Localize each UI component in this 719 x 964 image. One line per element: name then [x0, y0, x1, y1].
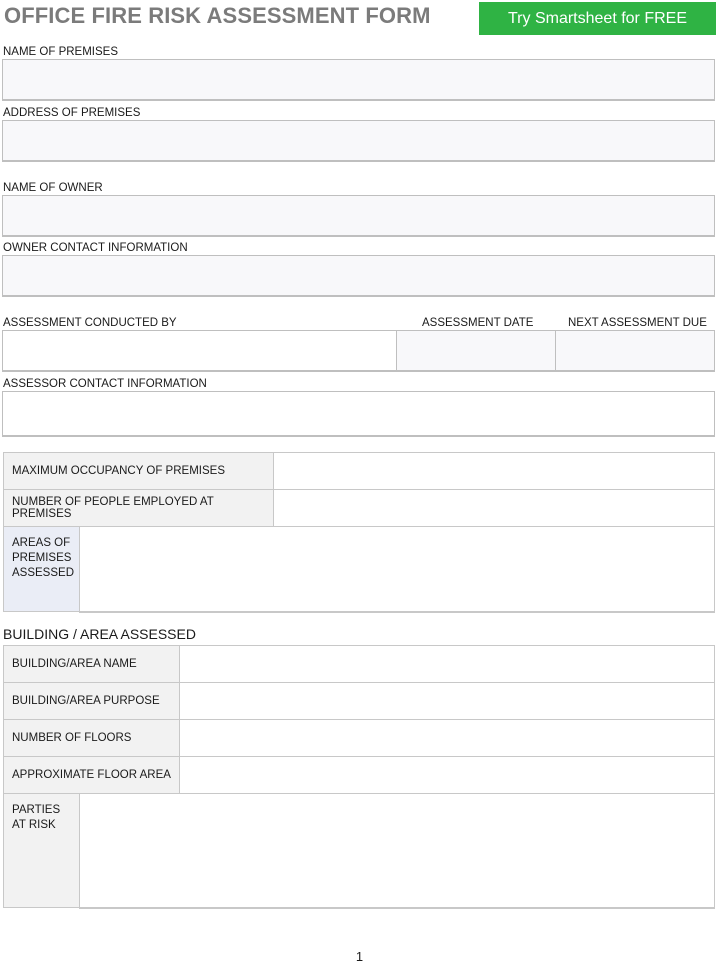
- assessment-date-input[interactable]: [396, 330, 556, 372]
- building-row-label: NUMBER OF FLOORS: [4, 720, 180, 757]
- occupancy-table: [3, 452, 715, 613]
- floor-area-input[interactable]: [180, 757, 715, 794]
- page-title: OFFICE FIRE RISK ASSESSMENT FORM: [4, 3, 431, 28]
- name-of-owner-input[interactable]: [2, 195, 715, 237]
- address-of-premises-label: ADDRESS OF PREMISES: [3, 107, 141, 119]
- building-row-label: BUILDING/AREA PURPOSE: [4, 683, 180, 720]
- name-of-owner-label: NAME OF OWNER: [3, 182, 103, 194]
- max-occupancy-label: MAXIMUM OCCUPANCY OF PREMISES: [4, 453, 274, 490]
- building-section-heading: BUILDING / AREA ASSESSED: [3, 626, 196, 642]
- name-of-premises-input[interactable]: [2, 59, 715, 101]
- try-smartsheet-button[interactable]: Try Smartsheet for FREE: [479, 2, 716, 35]
- people-employed-input[interactable]: [274, 490, 715, 527]
- building-name-input[interactable]: [180, 646, 715, 683]
- people-employed-label: NUMBER OF PEOPLE EMPLOYED AT PREMISES: [4, 490, 274, 527]
- areas-assessed-input[interactable]: [80, 527, 715, 612]
- next-assessment-due-input[interactable]: [555, 330, 715, 372]
- page-number: 1: [355, 949, 364, 964]
- owner-contact-label: OWNER CONTACT INFORMATION: [3, 242, 188, 254]
- building-row-label: BUILDING/AREA NAME: [4, 646, 180, 683]
- next-assessment-due-label: NEXT ASSESSMENT DUE: [568, 317, 707, 329]
- building-purpose-input[interactable]: [180, 683, 715, 720]
- max-occupancy-input[interactable]: [274, 453, 715, 490]
- parties-at-risk-label: PARTIES AT RISK: [4, 794, 80, 908]
- building-table: [3, 645, 715, 909]
- areas-assessed-label: AREAS OF PREMISES ASSESSED: [4, 527, 80, 612]
- parties-at-risk-input[interactable]: [80, 794, 715, 908]
- assessment-conducted-by-label: ASSESSMENT CONDUCTED BY: [3, 317, 177, 329]
- assessor-contact-label: ASSESSOR CONTACT INFORMATION: [3, 378, 207, 390]
- building-row-label: APPROXIMATE FLOOR AREA: [4, 757, 180, 794]
- assessment-conducted-by-input[interactable]: [2, 330, 397, 372]
- number-of-floors-input[interactable]: [180, 720, 715, 757]
- name-of-premises-label: NAME OF PREMISES: [3, 46, 119, 58]
- address-of-premises-input[interactable]: [2, 120, 715, 162]
- assessment-date-label: ASSESSMENT DATE: [422, 317, 534, 329]
- assessor-contact-input[interactable]: [2, 391, 715, 437]
- owner-contact-input[interactable]: [2, 255, 715, 297]
